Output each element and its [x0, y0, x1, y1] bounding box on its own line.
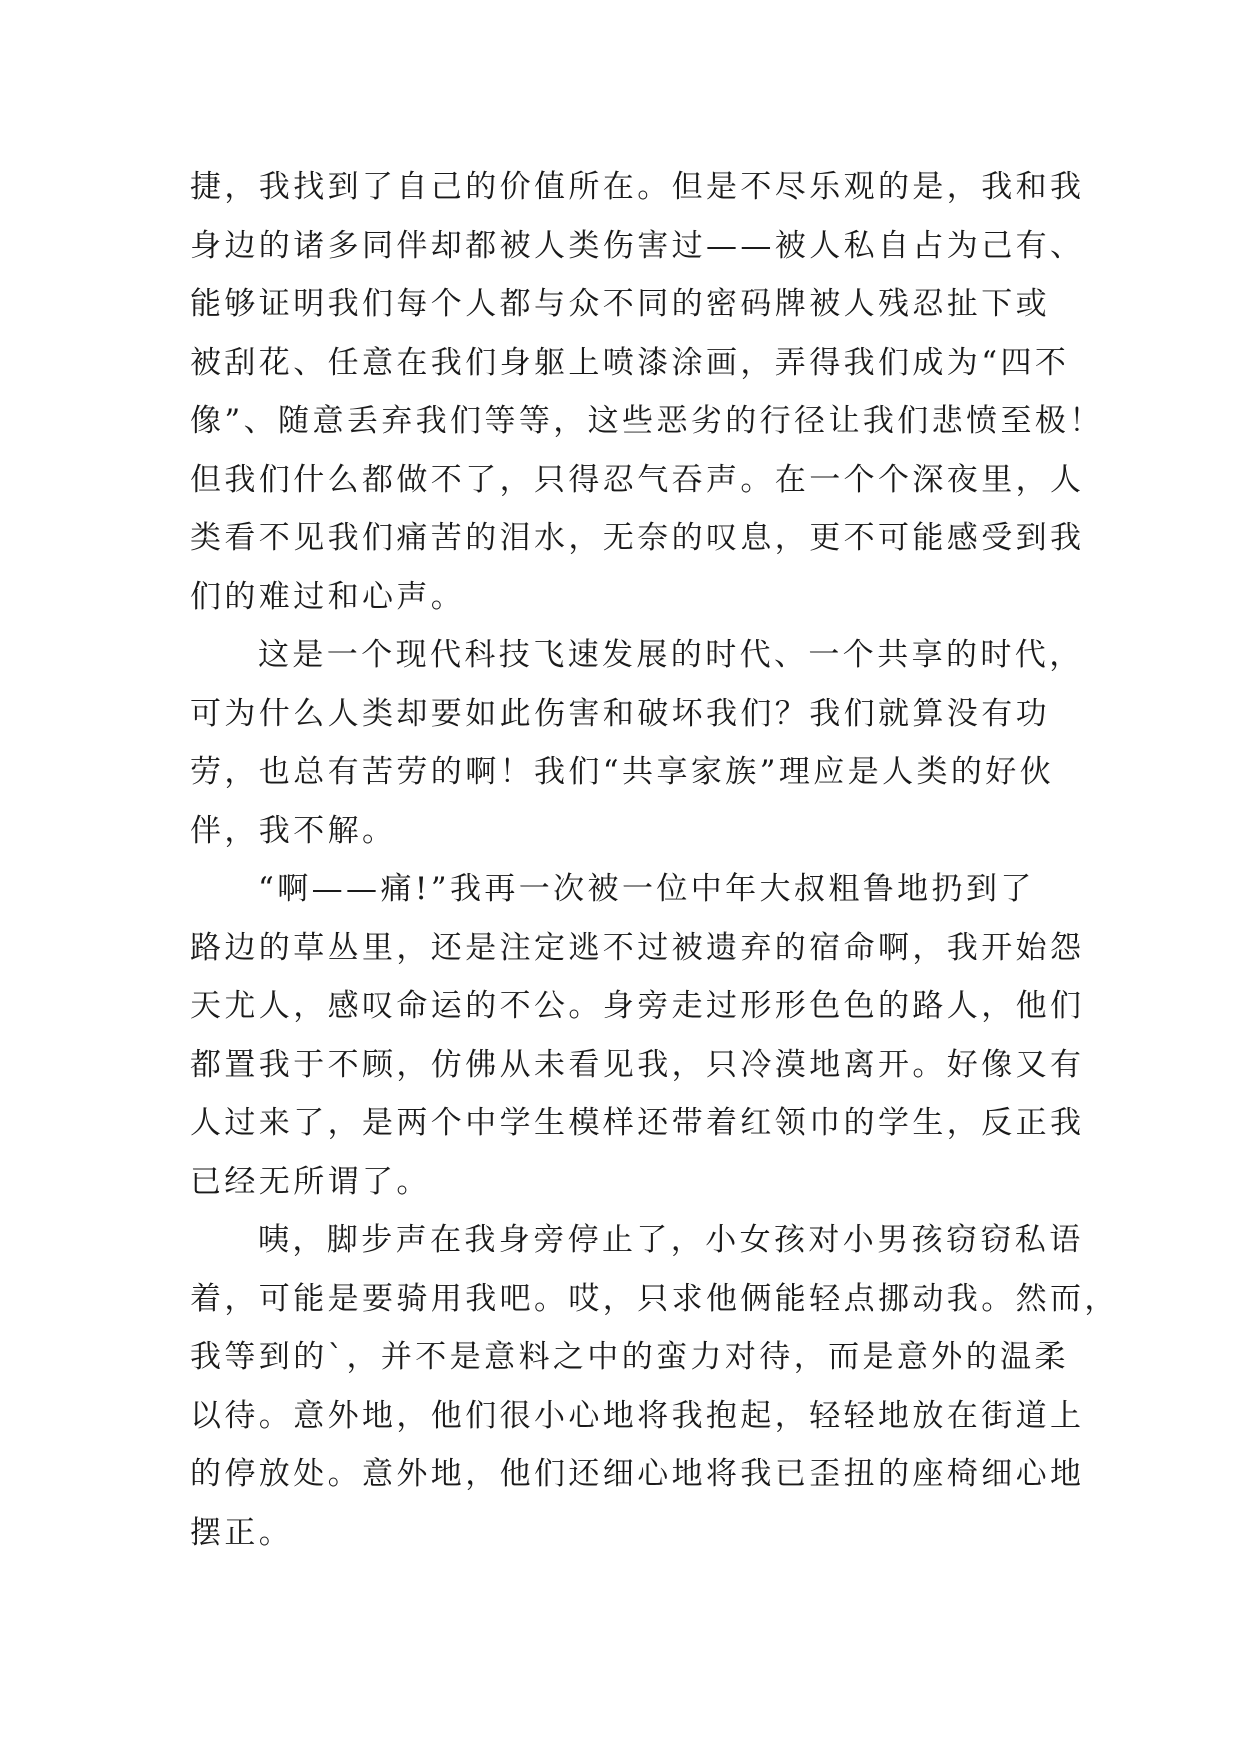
paragraph-1 — [190, 158, 1104, 626]
document-body — [190, 158, 1119, 1562]
paragraph-3 — [190, 860, 1085, 1211]
text-line: 以待。意外地，他们很小心地将我抱起，轻轻地放在街道上 — [190, 1397, 1085, 1434]
text-line: 咦，脚步声在我身旁停止了，小女孩对小男孩窃窃私语 — [258, 1222, 1084, 1258]
paragraph-2 — [190, 626, 1084, 860]
text-line: 着，可能是要骑用我吧。哎，只求他俩能轻点挪动我。然而， — [190, 1280, 1119, 1317]
text-line: 已经无所谓了。 — [190, 1163, 431, 1200]
paragraph-4 — [190, 1211, 1119, 1562]
text-line: 劳，也总有苦劳的啊！我们“共享家族”理应是人类的好伙 — [190, 754, 1055, 790]
text-line: 但我们什么都做不了，只得忍气吞声。在一个个深夜里，人 — [190, 461, 1085, 498]
text-line: 我等到的`，并不是意料之中的蛮力对待，而是意外的温柔 — [190, 1339, 1069, 1375]
text-line: 身边的诸多同伴却都被人类伤害过——被人私自占为己有、 — [190, 227, 1085, 264]
text-line: 像”、随意丢弃我们等等，这些恶劣的行径让我们悲愤至极！ — [190, 403, 1104, 439]
text-line: 都置我于不顾，仿佛从未看见我，只冷漠地离开。好像又有 — [190, 1046, 1085, 1083]
text-line: 这是一个现代科技飞速发展的时代、一个共享的时代， — [258, 637, 1084, 673]
text-line: 摆正。 — [190, 1514, 294, 1551]
text-line: 可为什么人类却要如此伤害和破坏我们？我们就算没有功 — [190, 695, 1050, 732]
text-line: 类看不见我们痛苦的泪水，无奈的叹息，更不可能感受到我 — [190, 520, 1085, 556]
text-line: 们的难过和心声。 — [190, 578, 466, 615]
text-line: 能够证明我们每个人都与众不同的密码牌被人残忍扯下或 — [190, 286, 1050, 322]
text-line: 路边的草丛里，还是注定逃不过被遗弃的宿命啊，我开始怨 — [190, 929, 1085, 966]
text-line: 天尤人，感叹命运的不公。身旁走过形形色色的路人，他们 — [190, 988, 1085, 1024]
text-line: “啊——痛!”我再一次被一位中年大叔粗鲁地扔到了 — [258, 871, 1035, 907]
text-line: 被刮花、任意在我们身躯上喷漆涂画，弄得我们成为“四不 — [190, 344, 1070, 381]
text-line: 人过来了，是两个中学生模样还带着红领巾的学生，反正我 — [190, 1105, 1085, 1141]
text-line: 伴，我不解。 — [190, 812, 397, 849]
text-line: 捷，我找到了自己的价值所在。但是不尽乐观的是，我和我 — [190, 169, 1085, 205]
text-line: 的停放处。意外地，他们还细心地将我已歪扭的座椅细心地 — [190, 1456, 1085, 1492]
